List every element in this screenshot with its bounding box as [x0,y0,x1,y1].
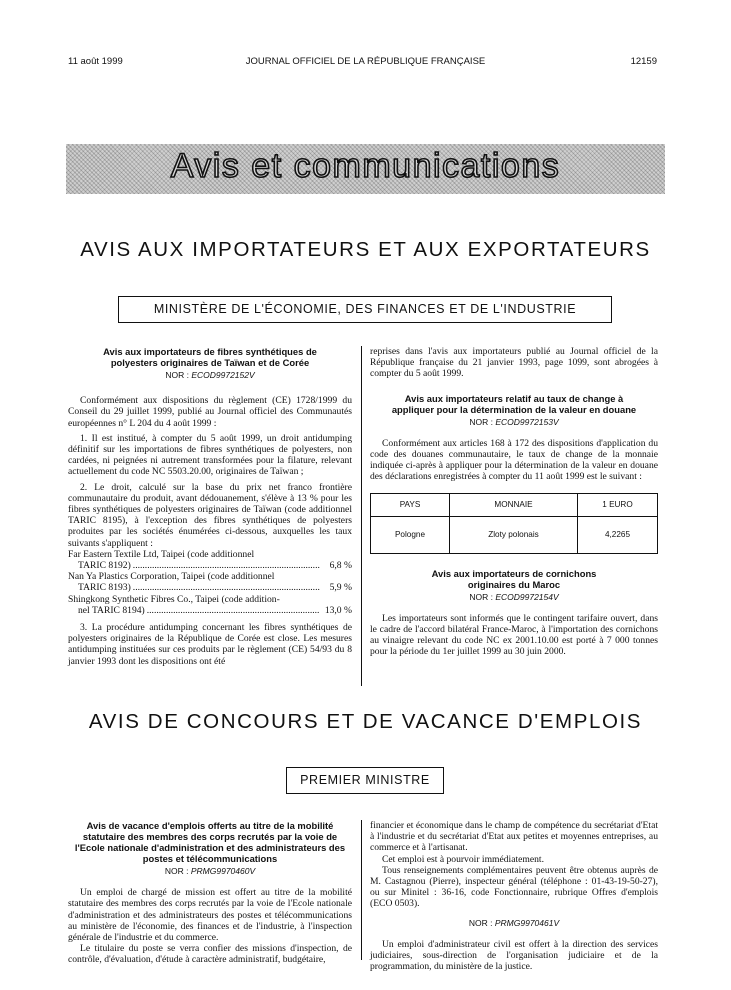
nor-code: ECOD9972152V [191,370,255,380]
column-header: MONNAIE [450,493,578,516]
notice-title: Avis aux importateurs de cornichons originaires du Maroc [431,567,597,590]
company-rate: 13,0 % [324,604,352,616]
paragraph: Le titulaire du poste se verra confier des missions d'inspection, de contrôle, d'évaluation, d'étude à caractère administratif, budgétaire, [68,943,352,966]
notice-fibres [68,346,352,667]
paragraph: Cet emploi est à pourvoir immédiatement. [382,853,544,865]
nor-code: ECOD9972153V [495,416,559,427]
paragraph: Conformément aux dispositions du règlement (CE) 1728/1999 du Conseil du 29 juillet 1999, publié au Journal officiel des Communautés européennes n° L 204 du 4 août 1999 : [68,395,352,429]
company-name: Shingkong Synthetic Fibres Co., Taipei (code addition- [68,593,280,605]
company-rate: 5,9 % [329,582,352,594]
nor-reference: NOR : PRMG9970461V [468,917,560,928]
notice-vacance-continuation [370,820,658,972]
table-cell: Zloty polonais [450,516,578,553]
nor-code: PRMG9970461V [494,917,560,928]
notice-title: Avis aux importateurs de fibres synthétiques de polyesters originaires de Taïwan et de Corée [103,346,317,368]
table-cell: 4,2265 [577,516,657,553]
company-name: Far Eastern Textile Ltd, Taipei (code additionnel [68,548,255,560]
table-cell: Pologne [371,516,450,553]
paragraph: 3. La procédure antidumping concernant les fibres synthétiques de polyesters originaires de la République de Corée est close. Les mesures antidumping instituées sur ces produits par le règlement (CE) 54/93 du 8 janvier 1993 dont les dispositions ont été [68,622,352,667]
nor-reference: NOR : PRMG9970460V [164,866,256,876]
paragraph: Les importateurs sont informés que le contingent tarifaire ouvert, dans le cadre de l'accord bilatéral France-Maroc, à l'importation des cornichons au vinaigre relevant du code NC ex 2001.10.00 est porté à 7 000 tonnes pour la période du 1er juillet 1999 au 30 juin 2000. [370,612,658,658]
company-entry [68,594,352,616]
column-divider [361,346,362,686]
paragraph: 1. Il est institué, à compter du 5 août 1999, un droit antidumping définitif sur les importations de fibres synthétiques de polyesters, non cardées, ni peignées ni autrement transformées pour la filature, relevant actuellement du code NC 5503.20.00, originaires de Taïwan ; [68,432,352,478]
nor-reference: NOR : ECOD9972152V [165,370,255,380]
paragraph: 2. Le droit, calculé sur la base du prix net franco frontière communautaire du produit, avant dédouanement, s'élève à 13 % pour les fibres synthétiques de polyesters originaires de Taïwan (code additionnel TARIC 8195), à l'exception des fibres synthétiques de polyesters produites par les sociétés énumérées ci-dessous, auxquelles les taux suivants s'appliquent : [68,481,352,549]
table-header-row [371,493,658,516]
column-header: PAYS [371,493,450,516]
column-header: 1 EURO [577,493,657,516]
notice-continuation [370,346,658,658]
notice-title: Avis aux importateurs relatif au taux de change à appliquer pour la détermination de la valeur en douane [391,392,637,415]
section-title-importateurs: AVIS AUX IMPORTATEURS ET AUX EXPORTATEURS [80,238,651,261]
paragraph: Conformément aux articles 168 à 172 des dispositions d'application du code des douanes communautaire, le taux de change de la monnaie indiquée ci-après à appliquer pour la détermination de la valeur en douane des déclarations enregistrées à compter du 11 août 1999 est le suivant : [370,437,658,483]
notice-title: Avis de vacance d'emplois offerts au titre de la mobilité statutaire des membres des corps recrutés par la voie de l'Ecole nationale d'administration et des administrateurs des postes et télécommunications [74,820,346,864]
section-title-concours: AVIS DE CONCOURS ET DE VACANCE D'EMPLOIS [88,710,643,733]
company-list [68,549,352,616]
company-code: nel TARIC 8194) [78,604,145,616]
notice-cornichons [370,568,658,658]
section-banner [66,144,665,194]
page-number: 12159 [630,56,657,67]
exchange-rate-table [370,493,658,554]
nor-reference: NOR : ECOD9972154V [469,591,559,602]
paragraph: Un emploi d'administrateur civil est offert à la direction des services judiciaires, sous-direction de l'organisation judiciaire et de la programmation, du ministère de la justice. [370,938,658,973]
notice-vacance-emplois [68,820,352,966]
company-rate: 6,8 % [329,560,352,572]
paragraph: Un emploi de chargé de mission est offert au titre de la mobilité statutaire des membres des corps recrutés par la voie de l'Ecole nationale d'administration et des administrateurs des postes et télécommunications au ministère de l'économie, des finances et de l'industrie, à l'inspection générale de l'industrie et du commerce. [68,887,352,944]
banner-title: Avis et communications [170,147,561,185]
notice-taux-de-change [370,393,658,554]
nor-code: PRMG9970460V [190,866,256,876]
journal-title: JOURNAL OFFICIEL DE LA RÉPUBLIQUE FRANÇAISE [245,56,486,67]
company-code: TARIC 8192) [78,560,131,572]
company-entry [68,571,352,593]
notice-administrateur [370,918,658,973]
paragraph-continued: financier et économique dans le champ de compétence du secrétariat d'Etat à l'industrie et du secrétariat d'Etat aux petites et moyennes entreprises, au commerce et à l'artisanat. [370,820,658,854]
company-name: Nan Ya Plastics Corporation, Taipei (code additionnel [68,571,275,583]
table-row [371,516,658,553]
company-code: TARIC 8193) [78,582,131,594]
paragraph-continued: reprises dans l'avis aux importateurs publié au Journal officiel de la République française du 21 janvier 1993, page 1099, sont abrogées à compter du 5 août 1999. [370,346,658,380]
company-entry [68,549,352,571]
ministry-box: MINISTÈRE DE L'ÉCONOMIE, DES FINANCES ET DE L'INDUSTRIE [118,296,612,323]
page-date: 11 août 1999 [68,56,123,67]
nor-reference: NOR : ECOD9972153V [469,416,559,427]
nor-code: ECOD9972154V [495,591,559,602]
column-divider [361,820,362,960]
paragraph: Tous renseignements complémentaires peuvent être obtenus auprès de M. Castagnou (Pierre), inspecteur général (téléphone : 01-43-19-50-27), ou sur Minitel : 36-16, code Fonctionnaire, rubrique Offres d'emplois (ECO 0503). [370,864,658,910]
ministry-box: PREMIER MINISTRE [286,767,444,794]
